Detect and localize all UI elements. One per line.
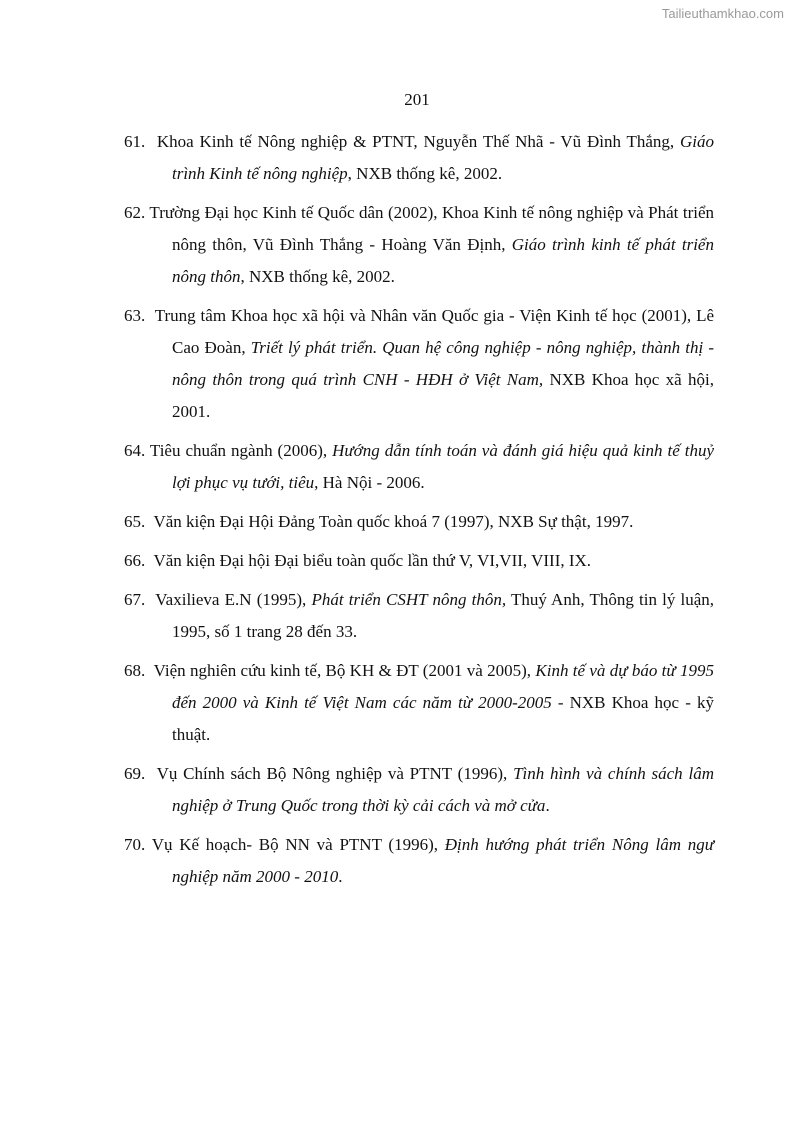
watermark: Tailieuthamkhao.com <box>661 6 784 21</box>
reference-number: 70. <box>124 835 146 854</box>
reference-item <box>124 506 714 538</box>
reference-text: - NXB Khoa học - kỹ thuật. <box>172 693 714 744</box>
reference-text: , NXB thống kê, 2002. <box>347 164 503 183</box>
reference-title: Giáo trình Kinh tế nông nghiệp <box>172 132 714 183</box>
reference-text: Văn kiện Đại hội Đại biểu toàn quốc lần thứ V, VI,VII, VIII, IX. <box>153 551 592 570</box>
reference-number: 66. <box>124 551 146 570</box>
reference-title: Giáo trình kinh tế phát triển nông thôn <box>172 235 714 286</box>
reference-text: Trung tâm Khoa học xã hội và Nhân văn Quốc gia - Viện Kinh tế học (2001), Lê Cao Đoàn, <box>154 306 714 357</box>
reference-text: . <box>338 867 343 886</box>
page-number: 201 <box>404 90 430 109</box>
reference-item <box>124 655 714 751</box>
reference-item <box>124 758 714 822</box>
reference-number-spacer <box>145 306 154 325</box>
reference-text: NXB Khoa học xã hội, 2001. <box>172 370 714 421</box>
reference-number-spacer <box>145 764 156 783</box>
reference-text: Viện nghiên cứu kinh tế, Bộ KH & ĐT (2001 và 2005), <box>153 661 536 680</box>
reference-item <box>124 545 714 577</box>
reference-item <box>124 197 714 293</box>
reference-number-spacer <box>145 661 153 680</box>
reference-text: Thuý Anh, Thông tin lý luận, 1995, số 1 trang 28 đến 33. <box>172 590 715 641</box>
reference-number: 62. <box>124 203 146 222</box>
reference-number-spacer <box>145 132 157 151</box>
reference-title: Kinh tế và dự báo từ 1995 đến 2000 và Kinh tế Việt Nam các năm từ 2000-2005 <box>172 661 714 712</box>
reference-number: 65. <box>124 512 146 531</box>
reference-number: 61. <box>124 132 146 151</box>
reference-text: Tiêu chuẩn ngành (2006), <box>149 441 333 460</box>
reference-number: 63. <box>124 306 146 325</box>
reference-number: 68. <box>124 661 146 680</box>
reference-item <box>124 435 714 499</box>
reference-number: 69. <box>124 764 146 783</box>
reference-item <box>124 126 714 190</box>
reference-text: , Hà Nội - 2006. <box>314 473 425 492</box>
reference-item <box>124 584 714 648</box>
reference-text: . <box>545 796 550 815</box>
reference-text: Vụ Chính sách Bộ Nông nghiệp và PTNT (1996), <box>156 764 514 783</box>
reference-title: Hướng dẫn tính toán và đánh giá hiệu quả kinh tế thuỷ lợi phục vụ tưới, tiêu <box>172 441 714 492</box>
reference-item <box>124 300 714 428</box>
reference-text: Vaxilieva E.N (1995), <box>155 590 312 609</box>
reference-text: , NXB thống kê, 2002. <box>240 267 395 286</box>
reference-number-spacer <box>145 590 155 609</box>
reference-number: 64. <box>124 441 146 460</box>
reference-list <box>124 126 714 900</box>
reference-title: Tình hình và chính sách lâm nghiệp ở Trung Quốc trong thời kỳ cải cách và mở cửa <box>172 764 714 815</box>
reference-number: 67. <box>124 590 146 609</box>
reference-title: Định hướng phát triển Nông lâm ngư nghiệp năm 2000 - 2010 <box>172 835 714 886</box>
reference-text: Vụ Kế hoạch- Bộ NN và PTNT (1996), <box>151 835 445 854</box>
reference-text: Trường Đại học Kinh tế Quốc dân (2002), Khoa Kinh tế nông nghiệp và Phát triển nông thôn, Vũ Đình Thắng - Hoàng Văn Định, <box>149 203 714 254</box>
reference-text: Khoa Kinh tế Nông nghiệp & PTNT, Nguyễn Thế Nhã - Vũ Đình Thắng, <box>156 132 680 151</box>
reference-item <box>124 829 714 893</box>
reference-title: Phát triển CSHT nông thôn, <box>311 590 507 609</box>
reference-title: Triết lý phát triển. Quan hệ công nghiệp - nông nghiệp, thành thị - nông thôn trong quá trình CNH - HĐH ở Việt Nam, <box>172 338 714 389</box>
reference-text: Văn kiện Đại Hội Đảng Toàn quốc khoá 7 (1997), NXB Sự thật, 1997. <box>153 512 634 531</box>
